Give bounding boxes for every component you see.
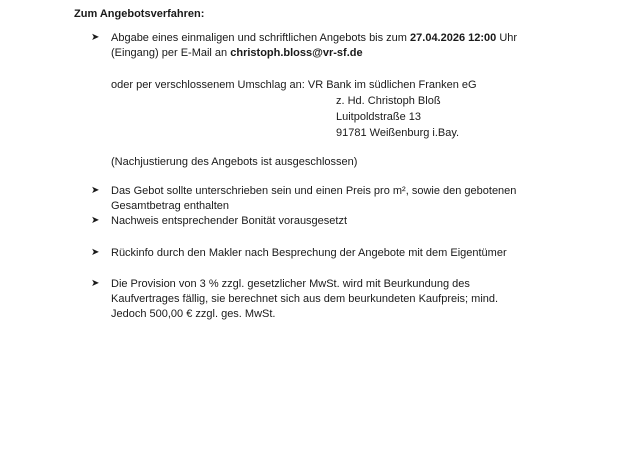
deadline-line xyxy=(111,31,517,45)
section-heading: Zum Angebotsverfahren: xyxy=(74,8,205,20)
bid-requirements-line-1: Das Gebot sollte unterschrieben sein und einen Preis pro m², sowie den gebotenen xyxy=(111,185,517,197)
commission-line-1: Die Provision von 3 % zzgl. gesetzlicher MwSt. wird mit Beurkundung des xyxy=(111,278,470,290)
deadline-date: 27.04.2026 12:00 xyxy=(410,32,497,44)
bullet-arrow-icon: ➤ xyxy=(91,278,100,289)
address-line-3: 91781 Weißenburg i.Bay. xyxy=(336,127,460,139)
email-line xyxy=(111,46,363,60)
adjustment-note: (Nachjustierung des Angebots ist ausgeschlossen) xyxy=(111,156,358,168)
bid-requirements-line-2: Gesamtbetrag enthalten xyxy=(111,200,230,212)
address-line-1: z. Hd. Christoph Bloß xyxy=(336,95,441,107)
address-line-2: Luitpoldstraße 13 xyxy=(336,111,421,123)
commission-line-2: Kaufvertrages fällig, sie berechnet sich aus dem beurkundeten Kaufpreis; mind. xyxy=(111,293,499,305)
email-text: (Eingang) per E-Mail an xyxy=(111,47,231,59)
commission-line-3: Jedoch 500,00 € zzgl. ges. MwSt. xyxy=(111,308,276,320)
bullet-arrow-icon: ➤ xyxy=(91,247,100,258)
deadline-text: Abgabe eines einmaligen und schriftlichen Angebots bis zum xyxy=(111,32,411,44)
bullet-arrow-icon: ➤ xyxy=(91,185,100,196)
credit-requirement: Nachweis entsprechender Bonität vorausgesetzt xyxy=(111,215,348,227)
deadline-suffix: Uhr xyxy=(496,32,518,44)
bullet-arrow-icon: ➤ xyxy=(91,215,100,226)
feedback-note: Rückinfo durch den Makler nach Besprechung der Angebote mit dem Eigentümer xyxy=(111,247,507,259)
address-intro: oder per verschlossenem Umschlag an: VR Bank im südlichen Franken eG xyxy=(111,79,477,91)
bullet-arrow-icon: ➤ xyxy=(91,32,100,43)
email-address-link[interactable]: christoph.bloss@vr-sf.de xyxy=(230,47,363,59)
